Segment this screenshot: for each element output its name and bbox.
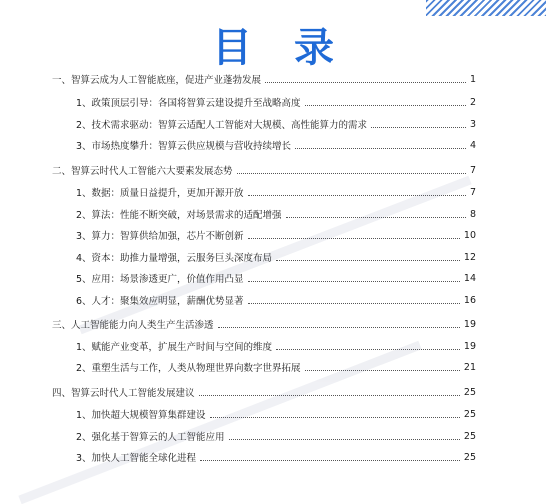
toc-item-3-2[interactable] [0, 359, 546, 375]
toc-page-number: 25 [463, 386, 476, 398]
toc-item-4-2[interactable] [0, 428, 546, 444]
toc-item-label: 1、政策顶层引导：各国将智算云建设提升至战略高度 [76, 98, 301, 109]
toc-section-4[interactable] [0, 384, 546, 400]
leader-dots [199, 394, 460, 396]
leader-dots [276, 259, 460, 261]
toc-page-number: 14 [463, 272, 476, 284]
toc-section-1[interactable] [0, 71, 546, 87]
toc-page-number: 16 [463, 294, 476, 306]
leader-dots [248, 302, 460, 304]
toc-section-2[interactable] [0, 162, 546, 178]
leader-dots [237, 172, 466, 174]
leader-dots [276, 348, 460, 350]
toc-page-number: 21 [463, 361, 476, 373]
toc-item-label: 3、算力：智算供给加强，芯片不断创新 [76, 231, 244, 242]
toc-item-3-1[interactable] [0, 338, 546, 354]
leader-dots [248, 237, 460, 239]
toc-page-number: 7 [469, 164, 476, 176]
leader-dots [265, 81, 466, 83]
toc-section-3[interactable] [0, 316, 546, 332]
toc-item-label: 2、强化基于智算云的人工智能应用 [76, 432, 225, 443]
toc-page-number: 7 [469, 186, 476, 198]
page-title: 目 录 [212, 25, 348, 71]
toc-page-number: 10 [463, 229, 476, 241]
leader-dots [371, 126, 466, 128]
toc-page-number: 25 [463, 408, 476, 420]
leader-dots [218, 326, 460, 328]
toc-item-label: 2、技术需求驱动：智算云适配人工智能对大规模、高性能算力的需求 [76, 120, 368, 131]
toc-page-number: 1 [469, 73, 476, 85]
toc-item-label: 3、加快人工智能全球化进程 [76, 453, 197, 464]
toc-section-label: 一、智算云成为人工智能底座，促进产业蓬勃发展 [52, 75, 262, 86]
toc-section-label: 四、智算云时代人工智能发展建议 [52, 388, 195, 399]
toc-item-4-3[interactable] [0, 449, 546, 465]
toc-item-label: 4、资本：助推力量增强，云服务巨头深度布局 [76, 253, 273, 264]
toc-item-label: 1、加快超大规模智算集群建设 [76, 410, 206, 421]
toc-page-number: 25 [463, 451, 476, 463]
toc-page-number: 8 [469, 208, 476, 220]
toc-item-1-1[interactable] [0, 94, 546, 110]
toc-item-2-6[interactable] [0, 292, 546, 308]
toc-item-2-4[interactable] [0, 249, 546, 265]
leader-dots [248, 280, 460, 282]
toc-item-2-1[interactable] [0, 184, 546, 200]
toc-page-number: 2 [469, 96, 476, 108]
toc-item-label: 1、数据：质量日益提升，更加开源开放 [76, 188, 244, 199]
toc-item-2-3[interactable] [0, 227, 546, 243]
toc-item-1-3[interactable] [0, 137, 546, 153]
toc-page-number: 19 [463, 318, 476, 330]
toc-item-label: 2、算法：性能不断突破，对场景需求的适配增强 [76, 210, 282, 221]
leader-dots [229, 438, 460, 440]
toc-item-label: 3、市场热度攀升：智算云供应规模与营收持续增长 [76, 141, 292, 152]
leader-dots [295, 147, 466, 149]
toc-page-number: 12 [463, 251, 476, 263]
toc-item-label: 2、重塑生活与工作，人类从物理世界向数字世界拓展 [76, 363, 301, 374]
toc-item-1-2[interactable] [0, 116, 546, 132]
toc-page-number: 4 [469, 139, 476, 151]
leader-dots [210, 416, 460, 418]
toc-item-label: 6、人才：聚集效应明显，薪酬优势显著 [76, 296, 244, 307]
toc-item-2-2[interactable] [0, 206, 546, 222]
toc-page-number: 25 [463, 430, 476, 442]
toc-page-number: 19 [463, 340, 476, 352]
leader-dots [305, 369, 460, 371]
toc-item-label: 1、赋能产业变革，扩展生产时间与空间的维度 [76, 342, 273, 353]
leader-dots [286, 216, 466, 218]
toc-section-label: 二、智算云时代人工智能六大要素发展态势 [52, 166, 233, 177]
leader-dots [200, 459, 460, 461]
toc-item-2-5[interactable] [0, 270, 546, 286]
toc-item-4-1[interactable] [0, 406, 546, 422]
leader-dots [305, 104, 466, 106]
toc-page-number: 3 [469, 118, 476, 130]
leader-dots [248, 194, 466, 196]
toc-item-label: 5、应用：场景渗透更广，价值作用凸显 [76, 274, 244, 285]
toc-section-label: 三、人工智能能力向人类生产生活渗透 [52, 320, 214, 331]
